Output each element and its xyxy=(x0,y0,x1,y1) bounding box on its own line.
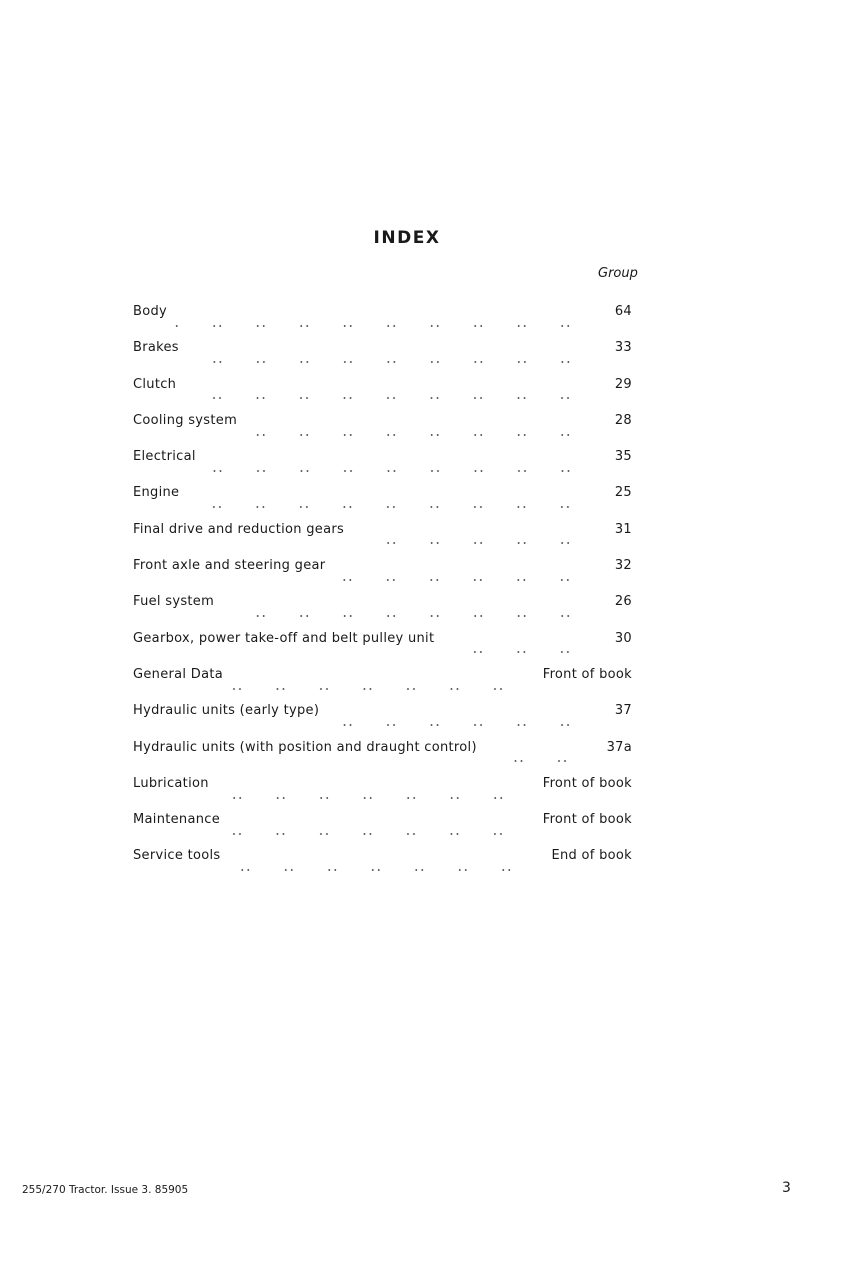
entry-label: Gearbox, power take-off and belt pulley unit xyxy=(133,630,435,646)
index-entry xyxy=(133,667,632,703)
index-entry xyxy=(133,558,632,594)
entry-group: 26 xyxy=(614,594,632,610)
dot-leader xyxy=(222,615,602,617)
entry-group: 64 xyxy=(614,304,632,319)
index-entry xyxy=(133,703,632,739)
dot-leader xyxy=(184,397,602,399)
dot-leader xyxy=(175,325,602,327)
entry-group: 37 xyxy=(614,703,632,719)
index-entry xyxy=(133,485,632,521)
column-header-group: Group xyxy=(598,266,638,281)
entry-group: 30 xyxy=(614,630,632,646)
entry-label: Fuel system xyxy=(133,594,215,610)
entry-group: Front of book xyxy=(542,666,632,682)
dot-leader xyxy=(204,470,602,472)
index-entry xyxy=(133,304,632,340)
entry-label: Lubrication xyxy=(133,775,209,791)
entry-group: 37a xyxy=(606,739,632,755)
entry-group: 31 xyxy=(614,521,632,537)
entry-label: Maintenance xyxy=(133,812,221,828)
entry-group: 32 xyxy=(614,558,632,574)
entry-group: 29 xyxy=(614,376,632,392)
dot-leader xyxy=(187,361,602,363)
page-title: INDEX xyxy=(373,228,441,248)
dot-leader xyxy=(333,579,602,581)
index-entry xyxy=(133,812,632,848)
dot-leader xyxy=(187,506,602,508)
entry-group: 35 xyxy=(614,449,632,465)
entry-label: Cooling system xyxy=(133,412,238,428)
dot-leader xyxy=(352,542,602,544)
dot-leader xyxy=(217,797,535,799)
index-entry xyxy=(133,377,632,413)
dot-leader xyxy=(231,688,535,690)
index-entry xyxy=(133,740,632,776)
index-entry xyxy=(133,631,632,667)
index-entry xyxy=(133,340,632,376)
entry-label: Hydraulic units (with position and draught control) xyxy=(133,739,477,755)
entry-group: End of book xyxy=(551,848,632,864)
index-entry xyxy=(133,449,632,485)
entry-label: General Data xyxy=(133,666,224,682)
entry-group: 28 xyxy=(614,412,632,428)
dot-leader xyxy=(245,434,602,436)
index-entry xyxy=(133,776,632,812)
page-number: 3 xyxy=(782,1180,791,1196)
footer-document-id: 255/270 Tractor. Issue 3. 85905 xyxy=(22,1184,189,1196)
entry-label: Clutch xyxy=(133,376,177,392)
index-entry xyxy=(133,522,632,558)
index-entry xyxy=(133,594,632,630)
entry-group: 25 xyxy=(614,485,632,501)
entry-label: Final drive and reduction gears xyxy=(133,521,345,537)
entry-label: Body xyxy=(133,304,168,319)
index-entry xyxy=(133,848,632,884)
entry-label: Electrical xyxy=(133,449,196,465)
dot-leader xyxy=(228,833,535,835)
entry-label: Front axle and steering gear xyxy=(133,558,326,574)
entry-group: Front of book xyxy=(542,775,632,791)
entry-label: Service tools xyxy=(133,848,221,864)
entry-label: Hydraulic units (early type) xyxy=(133,703,320,719)
entry-group: Front of book xyxy=(542,812,632,828)
dot-leader xyxy=(485,760,599,762)
index-list xyxy=(133,304,632,885)
index-entry xyxy=(133,413,632,449)
dot-leader xyxy=(327,724,602,726)
entry-label: Engine xyxy=(133,485,180,501)
entry-group: 33 xyxy=(614,340,632,356)
entry-label: Brakes xyxy=(133,340,179,356)
dot-leader xyxy=(442,651,602,653)
dot-leader xyxy=(228,869,543,871)
